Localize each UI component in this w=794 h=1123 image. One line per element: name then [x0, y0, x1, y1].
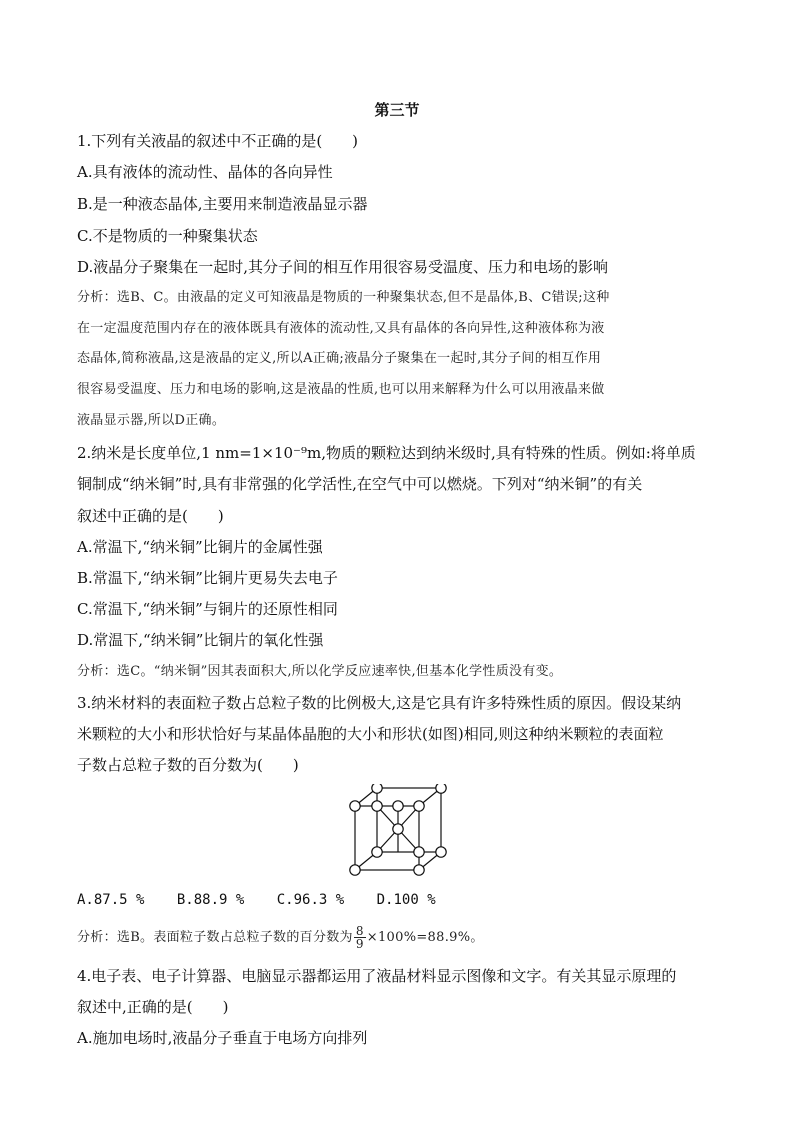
- q1-stem: 1.下列有关液晶的叙述中不正确的是( ): [77, 132, 359, 150]
- fraction-numerator: 8: [355, 924, 364, 938]
- q4-stem-line: 4.电子表、电子计算器、电脑显示器都运用了液晶材料显示图像和文字。有关其显示原理的: [77, 967, 677, 985]
- q2-option-c: C.常温下,“纳米铜”与铜片的还原性相同: [77, 600, 338, 618]
- q3-option-a: A.87.5 %: [77, 892, 145, 908]
- q2-stem-line: 叙述中正确的是( ): [77, 507, 224, 525]
- q1-analysis-line: 在一定温度范围内存在的液体既具有液体的流动性,又具有晶体的各向异性,这种液体称为液: [77, 321, 605, 336]
- q3-option-b: B.88.9 %: [176, 892, 245, 908]
- fraction: [354, 925, 366, 950]
- q3-analysis-prefix: 分析：选B。表面粒子数占总粒子数的百分数为: [77, 930, 353, 945]
- q2-option-d: D.常温下,“纳米铜”比铜片的氧化性强: [77, 631, 324, 649]
- q3-stem-line: 子数占总粒子数的百分数为( ): [77, 756, 299, 774]
- q3-analysis: [77, 924, 717, 952]
- q3-stem-line: 3.纳米材料的表面粒子数占总粒子数的比例极大,这是它具有许多特殊性质的原因。假设某纳: [77, 694, 682, 712]
- q1-option-c: C.不是物质的一种聚集状态: [77, 227, 258, 245]
- q1-option-b: B.是一种液态晶体,主要用来制造液晶显示器: [77, 195, 368, 213]
- q2-stem-line: 铜制成“纳米铜”时,具有非常强的化学活性,在空气中可以燃烧。下列对“纳米铜”的有关: [77, 475, 643, 493]
- q3-analysis-suffix: ×100%=88.9%。: [366, 930, 484, 945]
- crystal-cell-figure: [346, 784, 450, 876]
- q1-analysis-line: 态晶体,简称液晶,这是液晶的定义,所以A正确;液晶分子聚集在一起时,其分子间的相互作用: [77, 351, 602, 366]
- q1-option-d: D.液晶分子聚集在一起时,其分子间的相互作用很容易受温度、压力和电场的影响: [77, 258, 609, 276]
- q2-option-a: A.常温下,“纳米铜”比铜片的金属性强: [77, 538, 323, 556]
- q2-stem-line: 2.纳米是长度单位,1 nm=1×10⁻⁹m,物质的颗粒达到纳米级时,具有特殊的性质。例如:将单质: [77, 444, 696, 462]
- q1-analysis-line: 很容易受温度、压力和电场的影响,这是液晶的性质,也可以用来解释为什么可以用液晶来做: [77, 382, 605, 397]
- q4-stem-line: 叙述中,正确的是( ): [77, 998, 229, 1016]
- section-title: 第三节: [374, 101, 420, 119]
- q3-option-d: D.100 %: [376, 892, 436, 908]
- fraction-denominator: 9: [355, 937, 364, 951]
- q4-option-a: A.施加电场时,液晶分子垂直于电场方向排列: [77, 1029, 368, 1047]
- q2-analysis: 分析：选C。“纳米铜”因其表面积大,所以化学反应速率快,但基本化学性质没有变。: [77, 664, 563, 679]
- q3-option-c: C.96.3 %: [276, 892, 345, 908]
- q3-options: [77, 889, 460, 911]
- q1-option-a: A.具有液体的流动性、晶体的各向异性: [77, 163, 333, 181]
- q1-analysis-line: 分析：选B、C。由液晶的定义可知液晶是物质的一种聚集状态,但不是晶体,B、C错误;这种: [77, 290, 610, 305]
- q1-analysis-line: 液晶显示器,所以D正确。: [77, 413, 226, 428]
- q2-option-b: B.常温下,“纳米铜”比铜片更易失去电子: [77, 569, 338, 587]
- q3-stem-line: 米颗粒的大小和形状恰好与某晶体晶胞的大小和形状(如图)相同,则这种纳米颗粒的表面粒: [77, 725, 664, 743]
